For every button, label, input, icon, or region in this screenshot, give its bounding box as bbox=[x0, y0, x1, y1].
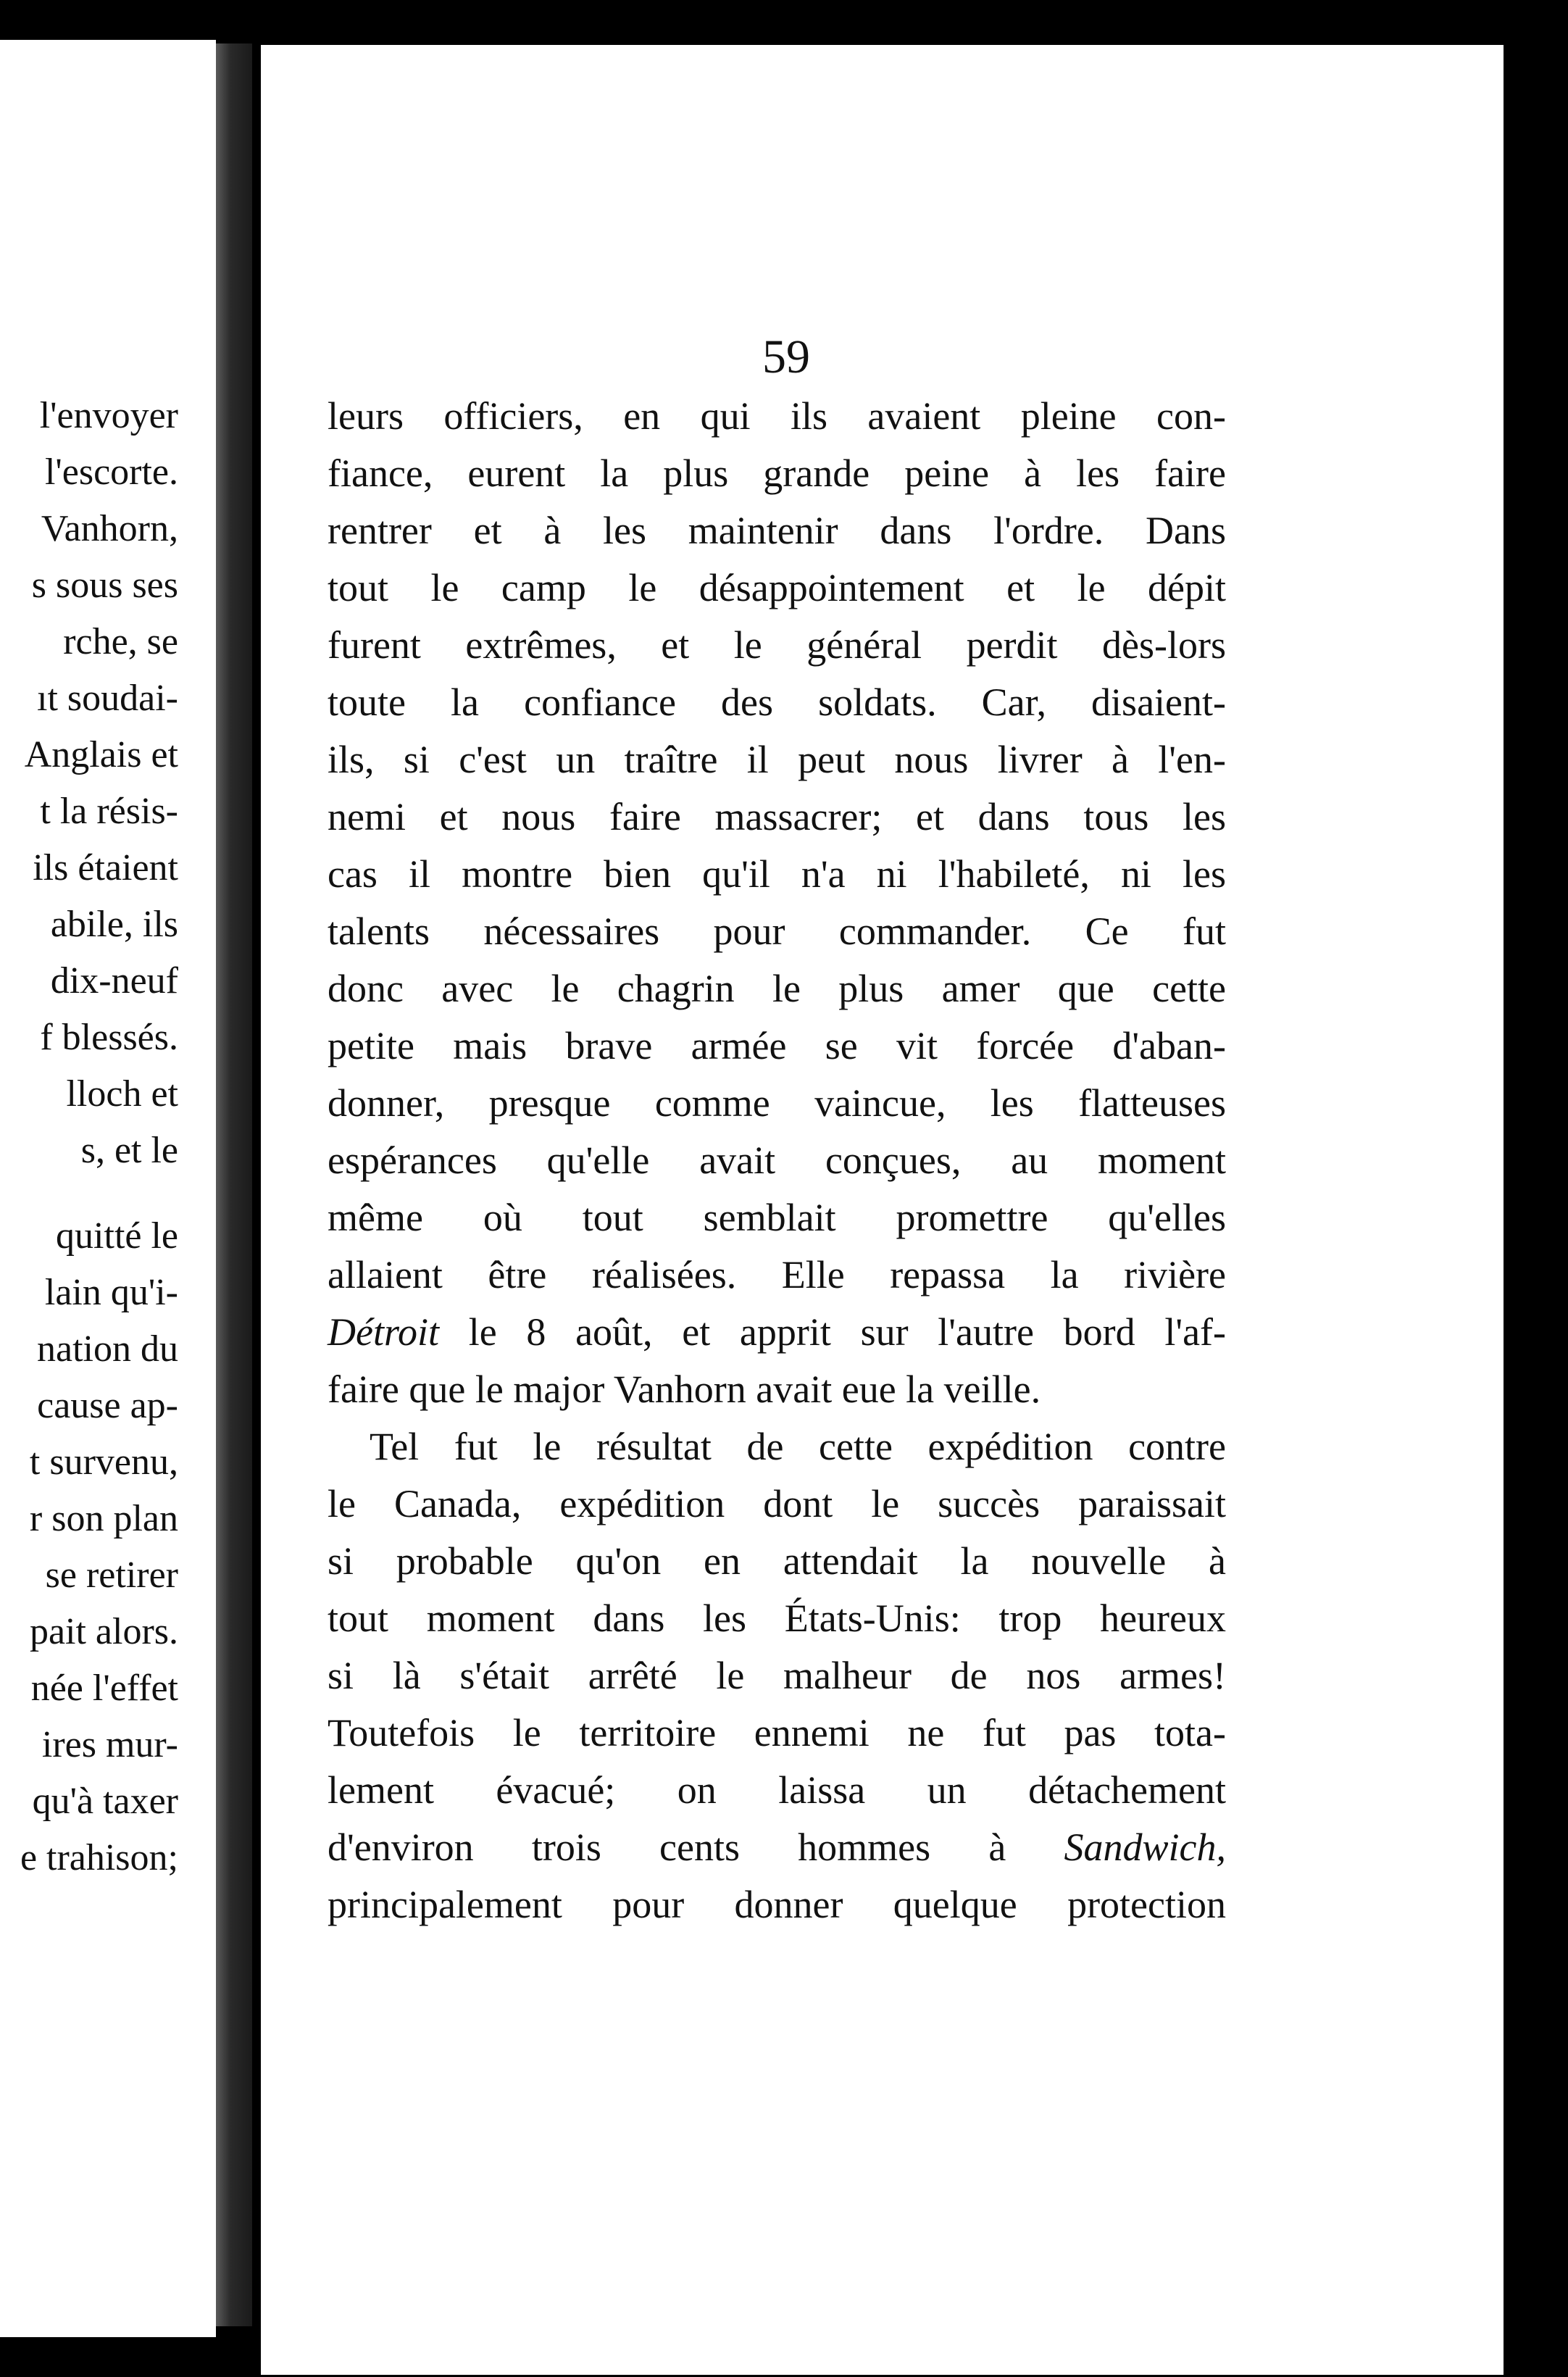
text-line: lement évacué; on laissa un détachement bbox=[328, 1768, 1226, 1812]
text-line: tout moment dans les États-Unis: trop heureux bbox=[328, 1597, 1226, 1640]
left-line: quitté le bbox=[56, 1215, 178, 1257]
left-line: cause ap- bbox=[37, 1385, 178, 1426]
text-line: furent extrêmes, et le général perdit dès-lors bbox=[328, 623, 1226, 667]
left-page-text bbox=[0, 388, 216, 1886]
text-line: si probable qu'on en attendait la nouvelle à bbox=[328, 1539, 1226, 1583]
left-line: pait alors. bbox=[29, 1611, 178, 1652]
text-line: cas il montre bien qu'il n'a ni l'habileté, ni les bbox=[328, 852, 1226, 896]
left-line: e trahison; bbox=[20, 1837, 178, 1878]
left-line: f blessés. bbox=[40, 1017, 178, 1058]
page-body-text bbox=[328, 388, 1226, 1933]
text-line: leurs officiers, en qui ils avaient pleine con- bbox=[328, 394, 1226, 438]
left-line: Anglais et bbox=[24, 734, 178, 775]
left-line: lain qu'i- bbox=[44, 1272, 178, 1313]
text-line: principalement pour donner quelque protection bbox=[328, 1883, 1226, 1926]
text-line: nemi et nous faire massacrer; et dans tous les bbox=[328, 795, 1226, 838]
text-line: Tel fut le résultat de cette expédition contre bbox=[370, 1425, 1226, 1468]
left-line: abile, ils bbox=[50, 904, 178, 945]
text-segment: d'environ trois cents hommes à bbox=[328, 1826, 1006, 1869]
text-line: donner, presque comme vaincue, les flatteuses bbox=[328, 1081, 1226, 1125]
italic-place-name: Détroit bbox=[328, 1310, 439, 1354]
text-line-detroit bbox=[328, 1304, 1226, 1361]
text-line: allaient être réalisées. Elle repassa la rivière bbox=[328, 1253, 1226, 1296]
left-line: dix-neuf bbox=[50, 960, 178, 1002]
text-segment: le 8 août, et apprit sur l'autre bord l'af- bbox=[468, 1310, 1227, 1354]
left-line: ires mur- bbox=[41, 1724, 178, 1765]
left-line: Vanhorn, bbox=[41, 508, 178, 549]
left-line: rche, se bbox=[63, 621, 178, 662]
left-line: nation du bbox=[37, 1328, 178, 1370]
left-line: s sous ses bbox=[31, 565, 178, 606]
text-line: ils, si c'est un traître il peut nous livrer à l'en- bbox=[328, 738, 1226, 781]
text-line: espérances qu'elle avait conçues, au moment bbox=[328, 1138, 1226, 1182]
text-line: le Canada, expédition dont le succès paraissait bbox=[328, 1482, 1226, 1525]
left-line: qu'à taxer bbox=[32, 1781, 178, 1822]
text-line: même où tout semblait promettre qu'elles bbox=[328, 1196, 1226, 1239]
text-line: faire que le major Vanhorn avait eue la veille. bbox=[328, 1367, 1041, 1411]
text-line: Toutefois le territoire ennemi ne fut pas tota- bbox=[328, 1711, 1226, 1754]
left-line: se retirer bbox=[45, 1554, 178, 1596]
text-line: rentrer et à les maintenir dans l'ordre. Dans bbox=[328, 509, 1226, 552]
left-line: t la résis- bbox=[40, 791, 178, 832]
text-line: petite mais brave armée se vit forcée d'aban- bbox=[328, 1024, 1226, 1067]
text-line: si là s'était arrêté le malheur de nos armes! bbox=[328, 1654, 1226, 1697]
left-line: ils étaient bbox=[33, 847, 178, 888]
left-line: l'escorte. bbox=[44, 451, 178, 493]
text-line: donc avec le chagrin le plus amer que cette bbox=[328, 967, 1226, 1010]
left-line: l'envoyer bbox=[39, 395, 178, 436]
text-line: tout le camp le désappointement et le dépit bbox=[328, 566, 1226, 609]
left-line: t survenu, bbox=[29, 1441, 178, 1483]
left-line: ıt soudai- bbox=[37, 678, 178, 719]
left-page-fragment bbox=[0, 40, 216, 2337]
text-line: fiance, eurent la plus grande peine à les faire bbox=[328, 451, 1226, 495]
left-line: lloch et bbox=[66, 1073, 178, 1115]
paragraph-gap bbox=[0, 1179, 216, 1208]
left-line: s, et le bbox=[80, 1130, 178, 1171]
text-line-sandwich bbox=[328, 1819, 1226, 1876]
text-line: toute la confiance des soldats. Car, disaient- bbox=[328, 680, 1226, 724]
book-gutter bbox=[216, 43, 252, 2326]
page-number: 59 bbox=[762, 330, 810, 383]
italic-place-name: Sandwich, bbox=[1064, 1826, 1226, 1869]
text-line: talents nécessaires pour commander. Ce fut bbox=[328, 909, 1226, 953]
left-line: née l'effet bbox=[30, 1668, 178, 1709]
left-line: r son plan bbox=[29, 1498, 178, 1539]
